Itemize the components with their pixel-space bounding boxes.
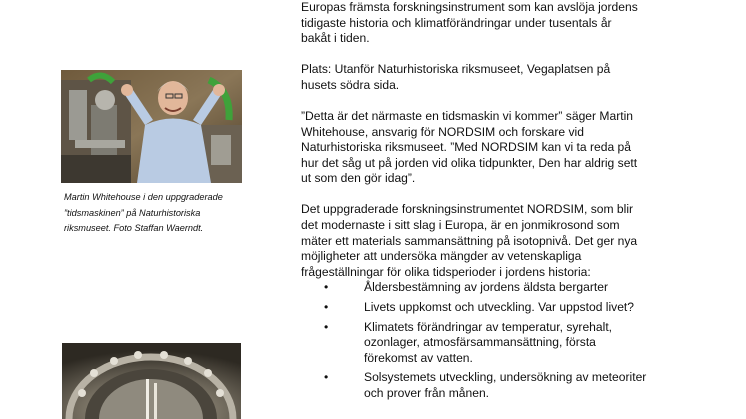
list-item-text: Solsystemets utveckling, undersökning av meteoriter och prover från månen. [364,370,647,400]
research-topics-list [301,280,661,401]
bullet-icon: • [324,300,329,314]
quote-paragraph: ”Detta är det närmaste en tidsmaskin vi kommer” säger Martin Whitehouse, ansvarig för NORDSIM och forskare vid Naturhistoriska riksmuseet. ”Med NORDSIM kan vi ta reda på hur det såg ut på jorden vid olika tidpunkter, Den har aldrig sett ut som den gör idag”. [301,108,638,186]
photo-martin-whitehouse [61,70,242,183]
list-item [324,370,661,401]
bullet-icon: • [324,319,329,334]
article-body [301,0,661,406]
bullet-icon: • [324,280,329,295]
list-item-text: Livets uppkomst och utveckling. Var uppstod livet? [364,300,635,314]
list-item [324,300,661,316]
list-item [324,320,661,367]
list-item [324,280,661,296]
location-paragraph: Plats: Utanför Naturhistoriska riksmuseet, Vegaplatsen på husets södra sida. [301,62,611,92]
photo-instrument-chamber [62,343,241,419]
photo-caption: Martin Whitehouse i den uppgraderade ”tidsmaskinen” på Naturhistoriska riksmuseet. Foto Staffan Waerndt. [64,192,223,233]
intro-paragraph: Europas främsta forskningsinstrument som kan avslöja jordens tidigaste historia och klimatförändringar under tusentals år bakåt i tiden. [301,0,638,46]
upgrade-paragraph: Det uppgraderade forskningsinstrumentet NORDSIM, som blir det modernaste i sitt slag i Europa, är en jonmikrosond som mäter ett materials sammansättning på isotopnivå. Det ger nya möjligheter att undersöka mängder av vetenskapliga frågeställningar för olika tidsperioder i jordens historia: [301,202,638,279]
list-item-text: Åldersbestämning av jordens äldsta bergarter [364,280,609,295]
bullet-icon: • [324,370,329,385]
list-item-text: Klimatets förändringar av temperatur, syrehalt, ozonlager, atmosfärsammansättning, första förekomst av vatten. [364,319,613,365]
